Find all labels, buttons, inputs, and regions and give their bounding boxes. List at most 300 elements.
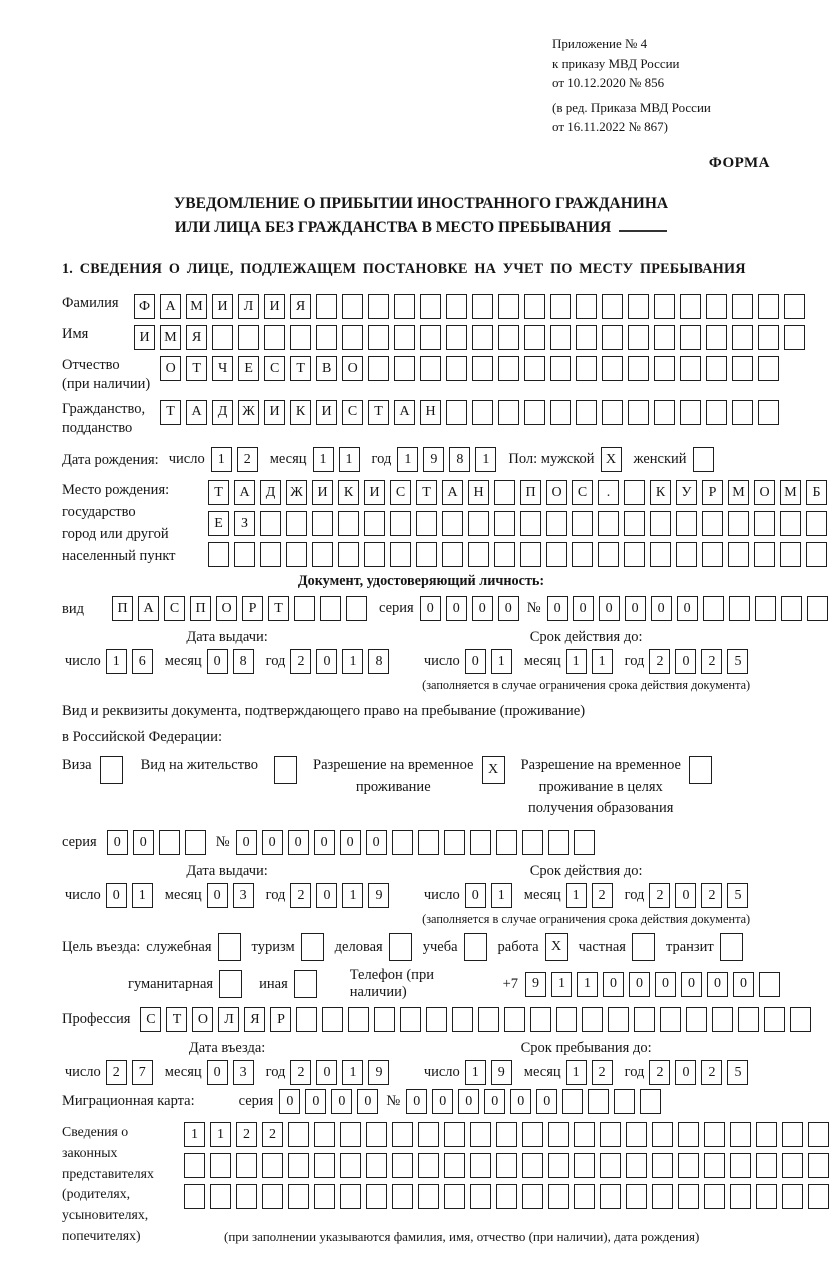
char-cell[interactable]: Т — [186, 356, 207, 381]
char-cell[interactable] — [470, 1184, 491, 1209]
char-cell[interactable]: С — [342, 400, 363, 425]
char-cell[interactable] — [288, 1153, 309, 1178]
char-cell[interactable]: 0 — [465, 883, 486, 908]
char-cell[interactable] — [706, 325, 727, 350]
char-cell[interactable] — [472, 294, 493, 319]
char-cell[interactable]: 1 — [465, 1060, 486, 1085]
valid-year-cells[interactable] — [649, 883, 748, 908]
char-cell[interactable] — [236, 1184, 257, 1209]
char-cell[interactable] — [574, 1153, 595, 1178]
char-cell[interactable] — [758, 400, 779, 425]
char-cell[interactable]: Я — [186, 325, 207, 350]
char-cell[interactable] — [288, 1122, 309, 1147]
visa-checkbox[interactable] — [100, 756, 123, 784]
char-cell[interactable] — [728, 511, 749, 536]
char-cell[interactable]: 0 — [262, 830, 283, 855]
char-cell[interactable]: Б — [806, 480, 827, 505]
char-cell[interactable] — [602, 400, 623, 425]
char-cell[interactable] — [496, 1122, 517, 1147]
migration-number-cells[interactable] — [406, 1089, 661, 1114]
char-cell[interactable] — [288, 1184, 309, 1209]
char-cell[interactable] — [680, 325, 701, 350]
char-cell[interactable]: 2 — [236, 1122, 257, 1147]
char-cell[interactable]: 0 — [207, 883, 228, 908]
char-cell[interactable]: Я — [244, 1007, 265, 1032]
char-cell[interactable] — [498, 294, 519, 319]
char-cell[interactable] — [210, 1184, 231, 1209]
char-cell[interactable] — [392, 830, 413, 855]
stay-year-cells[interactable] — [649, 1060, 748, 1085]
char-cell[interactable]: К — [290, 400, 311, 425]
char-cell[interactable] — [574, 1122, 595, 1147]
char-cell[interactable] — [654, 400, 675, 425]
char-cell[interactable] — [780, 542, 801, 567]
purpose-official-checkbox[interactable] — [218, 933, 241, 961]
char-cell[interactable] — [446, 294, 467, 319]
char-cell[interactable] — [366, 1153, 387, 1178]
purpose-other-checkbox[interactable] — [294, 970, 317, 998]
birth-place-cells-row1[interactable] — [208, 480, 827, 505]
char-cell[interactable] — [392, 1184, 413, 1209]
char-cell[interactable]: 0 — [420, 596, 441, 621]
char-cell[interactable] — [652, 1153, 673, 1178]
char-cell[interactable] — [316, 325, 337, 350]
char-cell[interactable] — [159, 830, 180, 855]
birth-year-cells[interactable] — [397, 447, 496, 472]
char-cell[interactable]: П — [520, 480, 541, 505]
char-cell[interactable] — [712, 1007, 733, 1032]
char-cell[interactable] — [755, 596, 776, 621]
residence-permit-checkbox[interactable] — [274, 756, 297, 784]
char-cell[interactable]: 2 — [592, 883, 613, 908]
char-cell[interactable] — [444, 1153, 465, 1178]
char-cell[interactable] — [598, 542, 619, 567]
char-cell[interactable]: А — [138, 596, 159, 621]
char-cell[interactable] — [416, 511, 437, 536]
doc-series-cells[interactable] — [420, 596, 519, 621]
char-cell[interactable] — [522, 1153, 543, 1178]
char-cell[interactable] — [730, 1153, 751, 1178]
char-cell[interactable] — [498, 356, 519, 381]
char-cell[interactable] — [185, 830, 206, 855]
char-cell[interactable]: 0 — [316, 649, 337, 674]
char-cell[interactable] — [704, 1184, 725, 1209]
char-cell[interactable]: А — [160, 294, 181, 319]
char-cell[interactable] — [340, 1153, 361, 1178]
char-cell[interactable] — [504, 1007, 525, 1032]
char-cell[interactable] — [706, 356, 727, 381]
char-cell[interactable]: 0 — [675, 1060, 696, 1085]
char-cell[interactable]: 2 — [592, 1060, 613, 1085]
surname-cells[interactable] — [134, 294, 805, 319]
char-cell[interactable] — [262, 1184, 283, 1209]
char-cell[interactable]: 0 — [733, 972, 754, 997]
char-cell[interactable] — [550, 294, 571, 319]
char-cell[interactable]: О — [546, 480, 567, 505]
char-cell[interactable]: Д — [212, 400, 233, 425]
char-cell[interactable] — [496, 830, 517, 855]
char-cell[interactable]: X — [601, 447, 622, 472]
char-cell[interactable] — [600, 1122, 621, 1147]
char-cell[interactable] — [322, 1007, 343, 1032]
char-cell[interactable]: 0 — [446, 596, 467, 621]
char-cell[interactable]: 1 — [566, 649, 587, 674]
char-cell[interactable]: 0 — [305, 1089, 326, 1114]
char-cell[interactable]: 0 — [655, 972, 676, 997]
char-cell[interactable] — [260, 542, 281, 567]
char-cell[interactable] — [392, 1153, 413, 1178]
char-cell[interactable] — [572, 542, 593, 567]
char-cell[interactable] — [729, 596, 750, 621]
char-cell[interactable] — [340, 1122, 361, 1147]
char-cell[interactable]: 1 — [132, 883, 153, 908]
char-cell[interactable]: 0 — [236, 830, 257, 855]
char-cell[interactable]: 0 — [651, 596, 672, 621]
char-cell[interactable]: И — [212, 294, 233, 319]
char-cell[interactable] — [693, 447, 714, 472]
char-cell[interactable] — [624, 542, 645, 567]
char-cell[interactable]: С — [390, 480, 411, 505]
char-cell[interactable] — [628, 356, 649, 381]
char-cell[interactable]: 8 — [233, 649, 254, 674]
char-cell[interactable]: У — [676, 480, 697, 505]
char-cell[interactable] — [374, 1007, 395, 1032]
char-cell[interactable] — [394, 325, 415, 350]
char-cell[interactable]: 0 — [279, 1089, 300, 1114]
char-cell[interactable] — [548, 1184, 569, 1209]
char-cell[interactable]: Р — [270, 1007, 291, 1032]
char-cell[interactable]: 1 — [106, 649, 127, 674]
char-cell[interactable]: 2 — [649, 1060, 670, 1085]
char-cell[interactable] — [294, 596, 315, 621]
char-cell[interactable] — [602, 325, 623, 350]
char-cell[interactable]: 2 — [701, 649, 722, 674]
char-cell[interactable] — [652, 1122, 673, 1147]
char-cell[interactable] — [598, 511, 619, 536]
char-cell[interactable]: Т — [166, 1007, 187, 1032]
char-cell[interactable]: 1 — [397, 447, 418, 472]
char-cell[interactable]: 1 — [342, 649, 363, 674]
char-cell[interactable]: X — [545, 933, 568, 961]
char-cell[interactable] — [470, 1153, 491, 1178]
stay-month-cells[interactable] — [566, 1060, 613, 1085]
char-cell[interactable]: 1 — [475, 447, 496, 472]
char-cell[interactable]: 9 — [491, 1060, 512, 1085]
char-cell[interactable] — [314, 1184, 335, 1209]
sex-male-checkbox[interactable] — [601, 447, 622, 472]
char-cell[interactable]: 2 — [649, 883, 670, 908]
char-cell[interactable] — [628, 325, 649, 350]
char-cell[interactable] — [626, 1153, 647, 1178]
char-cell[interactable] — [654, 325, 675, 350]
char-cell[interactable] — [444, 1122, 465, 1147]
char-cell[interactable]: 0 — [357, 1089, 378, 1114]
char-cell[interactable] — [264, 325, 285, 350]
char-cell[interactable] — [550, 325, 571, 350]
char-cell[interactable] — [314, 1122, 335, 1147]
char-cell[interactable] — [312, 542, 333, 567]
char-cell[interactable] — [496, 1153, 517, 1178]
char-cell[interactable] — [524, 356, 545, 381]
char-cell[interactable] — [342, 325, 363, 350]
char-cell[interactable]: О — [342, 356, 363, 381]
char-cell[interactable] — [522, 1122, 543, 1147]
residence-series-cells[interactable] — [107, 830, 206, 855]
char-cell[interactable] — [524, 400, 545, 425]
valid-month-cells[interactable] — [566, 649, 613, 674]
char-cell[interactable]: 0 — [484, 1089, 505, 1114]
char-cell[interactable] — [660, 1007, 681, 1032]
char-cell[interactable] — [418, 830, 439, 855]
char-cell[interactable] — [614, 1089, 635, 1114]
char-cell[interactable] — [368, 325, 389, 350]
char-cell[interactable]: К — [650, 480, 671, 505]
stay-day-cells[interactable] — [465, 1060, 512, 1085]
char-cell[interactable]: 0 — [316, 1060, 337, 1085]
char-cell[interactable]: М — [780, 480, 801, 505]
char-cell[interactable] — [754, 511, 775, 536]
char-cell[interactable] — [782, 1184, 803, 1209]
char-cell[interactable]: 2 — [262, 1122, 283, 1147]
birth-place-cells-row2[interactable] — [208, 511, 827, 536]
char-cell[interactable] — [470, 830, 491, 855]
entry-year-cells[interactable] — [290, 1060, 389, 1085]
char-cell[interactable] — [472, 400, 493, 425]
char-cell[interactable] — [680, 356, 701, 381]
char-cell[interactable]: Л — [218, 1007, 239, 1032]
char-cell[interactable]: 0 — [707, 972, 728, 997]
char-cell[interactable]: 0 — [498, 596, 519, 621]
char-cell[interactable] — [468, 511, 489, 536]
char-cell[interactable]: Т — [416, 480, 437, 505]
char-cell[interactable] — [574, 1184, 595, 1209]
char-cell[interactable] — [208, 542, 229, 567]
char-cell[interactable] — [400, 1007, 421, 1032]
issue-day-cells[interactable] — [106, 649, 153, 674]
edu-permit-checkbox[interactable] — [689, 756, 712, 784]
char-cell[interactable] — [184, 1153, 205, 1178]
char-cell[interactable] — [576, 356, 597, 381]
char-cell[interactable] — [654, 356, 675, 381]
char-cell[interactable]: 9 — [525, 972, 546, 997]
char-cell[interactable]: 0 — [314, 830, 335, 855]
char-cell[interactable]: 0 — [472, 596, 493, 621]
char-cell[interactable] — [780, 511, 801, 536]
char-cell[interactable]: А — [394, 400, 415, 425]
valid-day-cells[interactable] — [465, 883, 512, 908]
char-cell[interactable]: 9 — [368, 1060, 389, 1085]
char-cell[interactable]: 9 — [368, 883, 389, 908]
char-cell[interactable] — [426, 1007, 447, 1032]
char-cell[interactable] — [654, 294, 675, 319]
char-cell[interactable] — [574, 830, 595, 855]
char-cell[interactable]: 0 — [207, 1060, 228, 1085]
char-cell[interactable] — [340, 1184, 361, 1209]
char-cell[interactable] — [562, 1089, 583, 1114]
char-cell[interactable]: Ж — [238, 400, 259, 425]
char-cell[interactable]: 2 — [649, 649, 670, 674]
char-cell[interactable]: Р — [242, 596, 263, 621]
char-cell[interactable] — [756, 1122, 777, 1147]
char-cell[interactable] — [418, 1184, 439, 1209]
char-cell[interactable] — [626, 1184, 647, 1209]
char-cell[interactable]: . — [598, 480, 619, 505]
char-cell[interactable] — [556, 1007, 577, 1032]
char-cell[interactable] — [238, 325, 259, 350]
char-cell[interactable] — [498, 400, 519, 425]
char-cell[interactable]: 0 — [599, 596, 620, 621]
char-cell[interactable] — [678, 1153, 699, 1178]
valid-month-cells[interactable] — [566, 883, 613, 908]
char-cell[interactable] — [650, 511, 671, 536]
char-cell[interactable] — [546, 511, 567, 536]
char-cell[interactable] — [394, 356, 415, 381]
char-cell[interactable]: С — [164, 596, 185, 621]
char-cell[interactable] — [212, 325, 233, 350]
purpose-tourism-checkbox[interactable] — [301, 933, 324, 961]
char-cell[interactable]: 1 — [313, 447, 334, 472]
char-cell[interactable] — [219, 970, 242, 998]
char-cell[interactable]: А — [442, 480, 463, 505]
char-cell[interactable] — [468, 542, 489, 567]
char-cell[interactable]: О — [754, 480, 775, 505]
char-cell[interactable] — [364, 542, 385, 567]
char-cell[interactable] — [218, 933, 241, 961]
char-cell[interactable]: 0 — [510, 1089, 531, 1114]
char-cell[interactable]: 7 — [132, 1060, 153, 1085]
char-cell[interactable]: 0 — [316, 883, 337, 908]
char-cell[interactable]: П — [112, 596, 133, 621]
char-cell[interactable] — [782, 1153, 803, 1178]
char-cell[interactable]: 5 — [727, 1060, 748, 1085]
char-cell[interactable] — [520, 511, 541, 536]
char-cell[interactable] — [732, 400, 753, 425]
char-cell[interactable]: 1 — [491, 649, 512, 674]
char-cell[interactable] — [442, 511, 463, 536]
char-cell[interactable] — [498, 325, 519, 350]
char-cell[interactable] — [420, 294, 441, 319]
char-cell[interactable]: А — [186, 400, 207, 425]
char-cell[interactable]: 1 — [339, 447, 360, 472]
char-cell[interactable] — [764, 1007, 785, 1032]
char-cell[interactable]: С — [572, 480, 593, 505]
char-cell[interactable] — [602, 294, 623, 319]
char-cell[interactable] — [758, 294, 779, 319]
char-cell[interactable]: 0 — [406, 1089, 427, 1114]
char-cell[interactable]: И — [264, 294, 285, 319]
char-cell[interactable] — [210, 1153, 231, 1178]
char-cell[interactable]: 0 — [288, 830, 309, 855]
char-cell[interactable]: 0 — [107, 830, 128, 855]
char-cell[interactable]: Р — [702, 480, 723, 505]
char-cell[interactable] — [572, 511, 593, 536]
char-cell[interactable] — [704, 1153, 725, 1178]
char-cell[interactable]: 0 — [465, 649, 486, 674]
char-cell[interactable]: 0 — [681, 972, 702, 997]
char-cell[interactable] — [494, 511, 515, 536]
char-cell[interactable]: 1 — [342, 883, 363, 908]
char-cell[interactable] — [472, 356, 493, 381]
profession-cells[interactable] — [140, 1007, 811, 1032]
char-cell[interactable]: Ж — [286, 480, 307, 505]
char-cell[interactable] — [184, 1184, 205, 1209]
char-cell[interactable] — [290, 325, 311, 350]
char-cell[interactable] — [294, 970, 317, 998]
char-cell[interactable] — [420, 325, 441, 350]
char-cell[interactable] — [759, 972, 780, 997]
char-cell[interactable] — [676, 511, 697, 536]
char-cell[interactable]: 1 — [551, 972, 572, 997]
char-cell[interactable]: Т — [290, 356, 311, 381]
char-cell[interactable] — [546, 542, 567, 567]
char-cell[interactable] — [346, 596, 367, 621]
char-cell[interactable] — [706, 400, 727, 425]
char-cell[interactable]: 0 — [340, 830, 361, 855]
birth-day-cells[interactable] — [211, 447, 258, 472]
char-cell[interactable]: 2 — [701, 883, 722, 908]
char-cell[interactable] — [494, 542, 515, 567]
char-cell[interactable] — [732, 356, 753, 381]
char-cell[interactable]: 0 — [106, 883, 127, 908]
char-cell[interactable] — [464, 933, 487, 961]
char-cell[interactable]: Е — [208, 511, 229, 536]
char-cell[interactable] — [732, 294, 753, 319]
representatives-cells-row2[interactable] — [184, 1153, 829, 1178]
char-cell[interactable] — [366, 1184, 387, 1209]
entry-month-cells[interactable] — [207, 1060, 254, 1085]
char-cell[interactable]: 0 — [573, 596, 594, 621]
char-cell[interactable] — [416, 542, 437, 567]
char-cell[interactable] — [550, 356, 571, 381]
char-cell[interactable] — [634, 1007, 655, 1032]
issue-month-cells[interactable] — [207, 883, 254, 908]
char-cell[interactable] — [260, 511, 281, 536]
purpose-humanitarian-checkbox[interactable] — [219, 970, 242, 998]
char-cell[interactable] — [472, 325, 493, 350]
issue-day-cells[interactable] — [106, 883, 153, 908]
char-cell[interactable] — [550, 400, 571, 425]
char-cell[interactable]: Т — [368, 400, 389, 425]
char-cell[interactable] — [706, 294, 727, 319]
char-cell[interactable]: 8 — [368, 649, 389, 674]
char-cell[interactable]: О — [216, 596, 237, 621]
char-cell[interactable] — [628, 294, 649, 319]
char-cell[interactable]: Я — [290, 294, 311, 319]
char-cell[interactable]: 1 — [184, 1122, 205, 1147]
char-cell[interactable] — [781, 596, 802, 621]
char-cell[interactable] — [100, 756, 123, 784]
char-cell[interactable]: 0 — [677, 596, 698, 621]
char-cell[interactable]: Е — [238, 356, 259, 381]
char-cell[interactable] — [702, 542, 723, 567]
char-cell[interactable] — [808, 1153, 829, 1178]
char-cell[interactable] — [548, 830, 569, 855]
char-cell[interactable] — [368, 294, 389, 319]
char-cell[interactable] — [286, 511, 307, 536]
char-cell[interactable] — [784, 325, 805, 350]
char-cell[interactable] — [236, 1153, 257, 1178]
char-cell[interactable]: 1 — [491, 883, 512, 908]
char-cell[interactable]: П — [190, 596, 211, 621]
issue-month-cells[interactable] — [207, 649, 254, 674]
char-cell[interactable]: 3 — [233, 1060, 254, 1085]
phone-cells[interactable] — [525, 972, 780, 997]
char-cell[interactable]: 0 — [547, 596, 568, 621]
char-cell[interactable] — [312, 511, 333, 536]
char-cell[interactable]: 2 — [701, 1060, 722, 1085]
char-cell[interactable] — [524, 294, 545, 319]
char-cell[interactable] — [806, 511, 827, 536]
